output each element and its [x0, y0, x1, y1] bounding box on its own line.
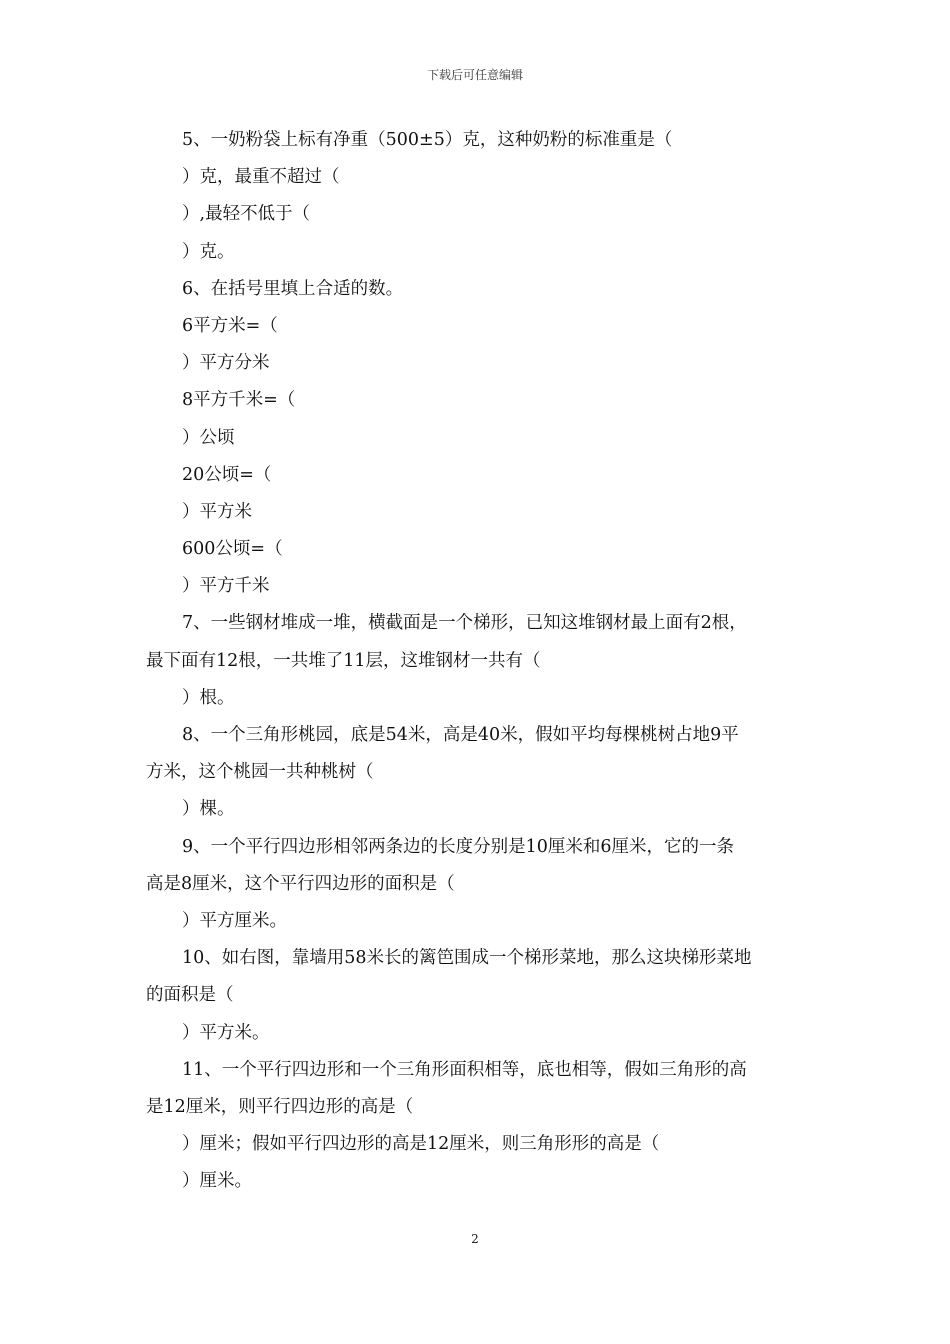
text-line: 6、在括号里填上合适的数。	[182, 278, 404, 299]
text-line: 是12厘米，则平行四边形的高是（	[146, 1096, 414, 1117]
text-line: 8、一个三角形桃园，底是54米，高是40米，假如平均每棵桃树占地9平	[182, 725, 739, 745]
text-line: 方米，这个桃园一共种桃树（	[146, 762, 374, 783]
text-line: ）克，最重不超过（	[182, 167, 340, 188]
text-line: ）,最轻不低于（	[182, 204, 311, 225]
text-line: ）平方米	[182, 501, 252, 522]
document-body	[146, 122, 808, 1200]
text-line: ）公顷	[182, 427, 235, 448]
text-line: ）平方厘米。	[182, 910, 287, 931]
text-line: ）棵。	[182, 799, 235, 820]
text-line: 11、一个平行四边形和一个三角形面积相等，底也相等，假如三角形的高	[182, 1059, 747, 1080]
text-line: 高是8厘米，这个平行四边形的面积是（	[146, 873, 455, 894]
text-line: ）根。	[182, 687, 235, 708]
text-line: ）平方千米	[182, 576, 270, 597]
text-line: 5、一奶粉袋上标有净重（500±5）克，这种奶粉的标准重是（	[182, 130, 673, 150]
text-line: 9、一个平行四边形相邻两条边的长度分别是10厘米和6厘米，它的一条	[182, 836, 735, 857]
text-line: ）克。	[182, 241, 235, 262]
text-line: ）平方米。	[182, 1022, 270, 1043]
text-line: ）厘米。	[182, 1171, 252, 1192]
text-line: 600公顷=（	[182, 539, 283, 560]
text-line: 7、一些钢材堆成一堆，横截面是一个梯形，已知这堆钢材最上面有2根，	[182, 613, 747, 634]
page-header: 下载后可任意编辑	[426, 68, 523, 82]
text-line: ）平方分米	[182, 353, 270, 374]
text-line: 20公顷=（	[182, 464, 272, 485]
page-number: 2	[471, 1232, 479, 1246]
text-line: 6平方米=（	[182, 315, 278, 336]
text-line: 最下面有12根，一共堆了11层，这堆钢材一共有（	[146, 650, 541, 671]
text-line: 的面积是（	[146, 985, 234, 1006]
text-line: 8平方千米=（	[182, 390, 296, 411]
text-line: 10、如右图，靠墙用58米长的篱笆围成一个梯形菜地，那么这块梯形菜地	[182, 948, 752, 969]
text-line: ）厘米；假如平行四边形的高是12厘米，则三角形形的高是（	[182, 1134, 660, 1155]
